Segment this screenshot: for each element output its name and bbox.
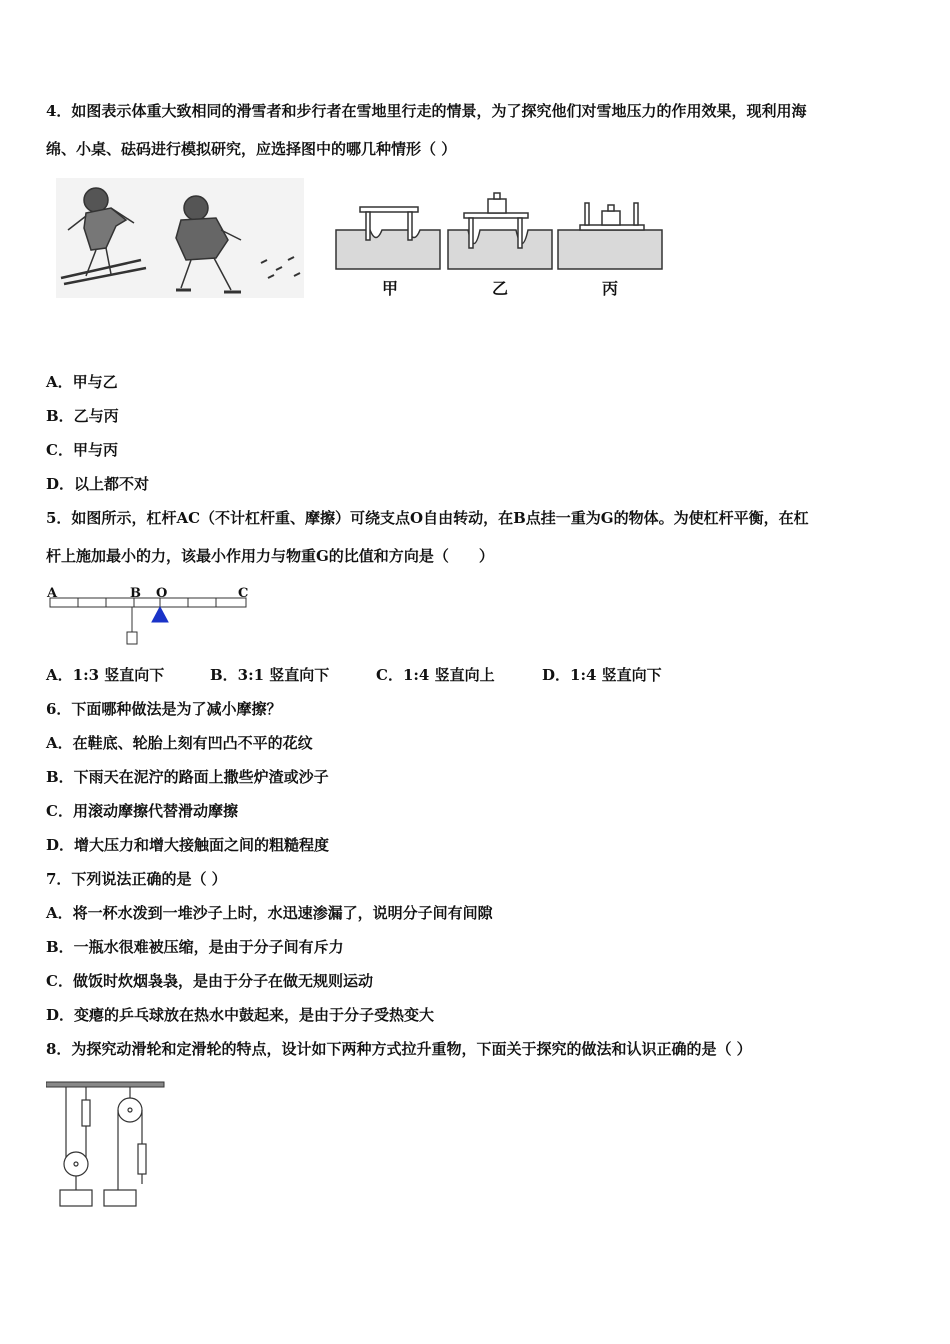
q6-option-b: B．下雨天在泥泞的路面上撒些炉渣或沙子 [46,768,329,786]
fig-label-bing: 丙 [602,279,619,298]
skier-walker-image [56,178,304,298]
q5-option-c: C．1:4 竖直向上 [376,666,495,684]
q5-stem-line1: 5．如图所示，杠杆AC（不计杠杆重、摩擦）可绕支点O自由转动，在B点挂一重为G的物体。为使杠杆平衡，在杠 [46,509,809,527]
q5-stem-line2: 杆上施加最小的力，该最小作用力与物重G的比值和方向是（ ） [46,547,494,565]
q5-option-a: A．1:3 竖直向下 [46,666,165,684]
q7-option-b: B．一瓶水很难被压缩，是由于分子间有斥力 [46,938,344,956]
q7-stem: 7．下列说法正确的是（ ） [46,870,227,888]
q6-option-c: C．用滚动摩擦代替滑动摩擦 [46,802,238,820]
lever-label-c: C [238,586,249,601]
q4-stem-line1: 4．如图表示体重大致相同的滑雪者和步行者在雪地里行走的情景，为了探究他们对雪地压力的作用效果，现利用海 [46,102,807,120]
lever-diagram [46,584,256,648]
q6-option-a: A．在鞋底、轮胎上刻有凹凸不平的花纹 [46,734,313,752]
q4-option-b: B．乙与丙 [46,407,119,425]
fig-label-yi: 乙 [492,279,509,298]
q7-option-d: D．变瘪的乒乓球放在热水中鼓起来，是由于分子受热变大 [46,1006,435,1024]
q4-option-a: A．甲与乙 [46,373,118,391]
q5-option-d: D．1:4 竖直向下 [542,666,662,684]
q7-option-a: A．将一杯水泼到一堆沙子上时，水迅速渗漏了，说明分子间有间隙 [46,904,493,922]
q4-stem-line2: 绵、小桌、砝码进行模拟研究，应选择图中的哪几种情形（ ） [46,140,457,158]
lever-label-a: A [47,586,58,601]
fig-label-jia: 甲 [382,279,399,298]
q6-stem: 6．下面哪种做法是为了减小摩擦？ [46,700,282,718]
lever-label-b: B [130,586,141,601]
q4-option-d: D．以上都不对 [46,475,150,493]
q7-option-c: C．做饭时炊烟袅袅，是由于分子在做无规则运动 [46,972,373,990]
pulley-diagram [46,1080,168,1210]
q6-option-d: D．增大压力和增大接触面之间的粗糙程度 [46,836,330,854]
q4-option-c: C．甲与丙 [46,441,118,459]
q8-stem: 8．为探究动滑轮和定滑轮的特点，设计如下两种方式拉升重物，下面关于探究的做法和认识正确的是（ ） [46,1040,752,1058]
lever-label-o: O [156,586,168,601]
q5-option-b: B．3:1 竖直向下 [210,666,330,684]
